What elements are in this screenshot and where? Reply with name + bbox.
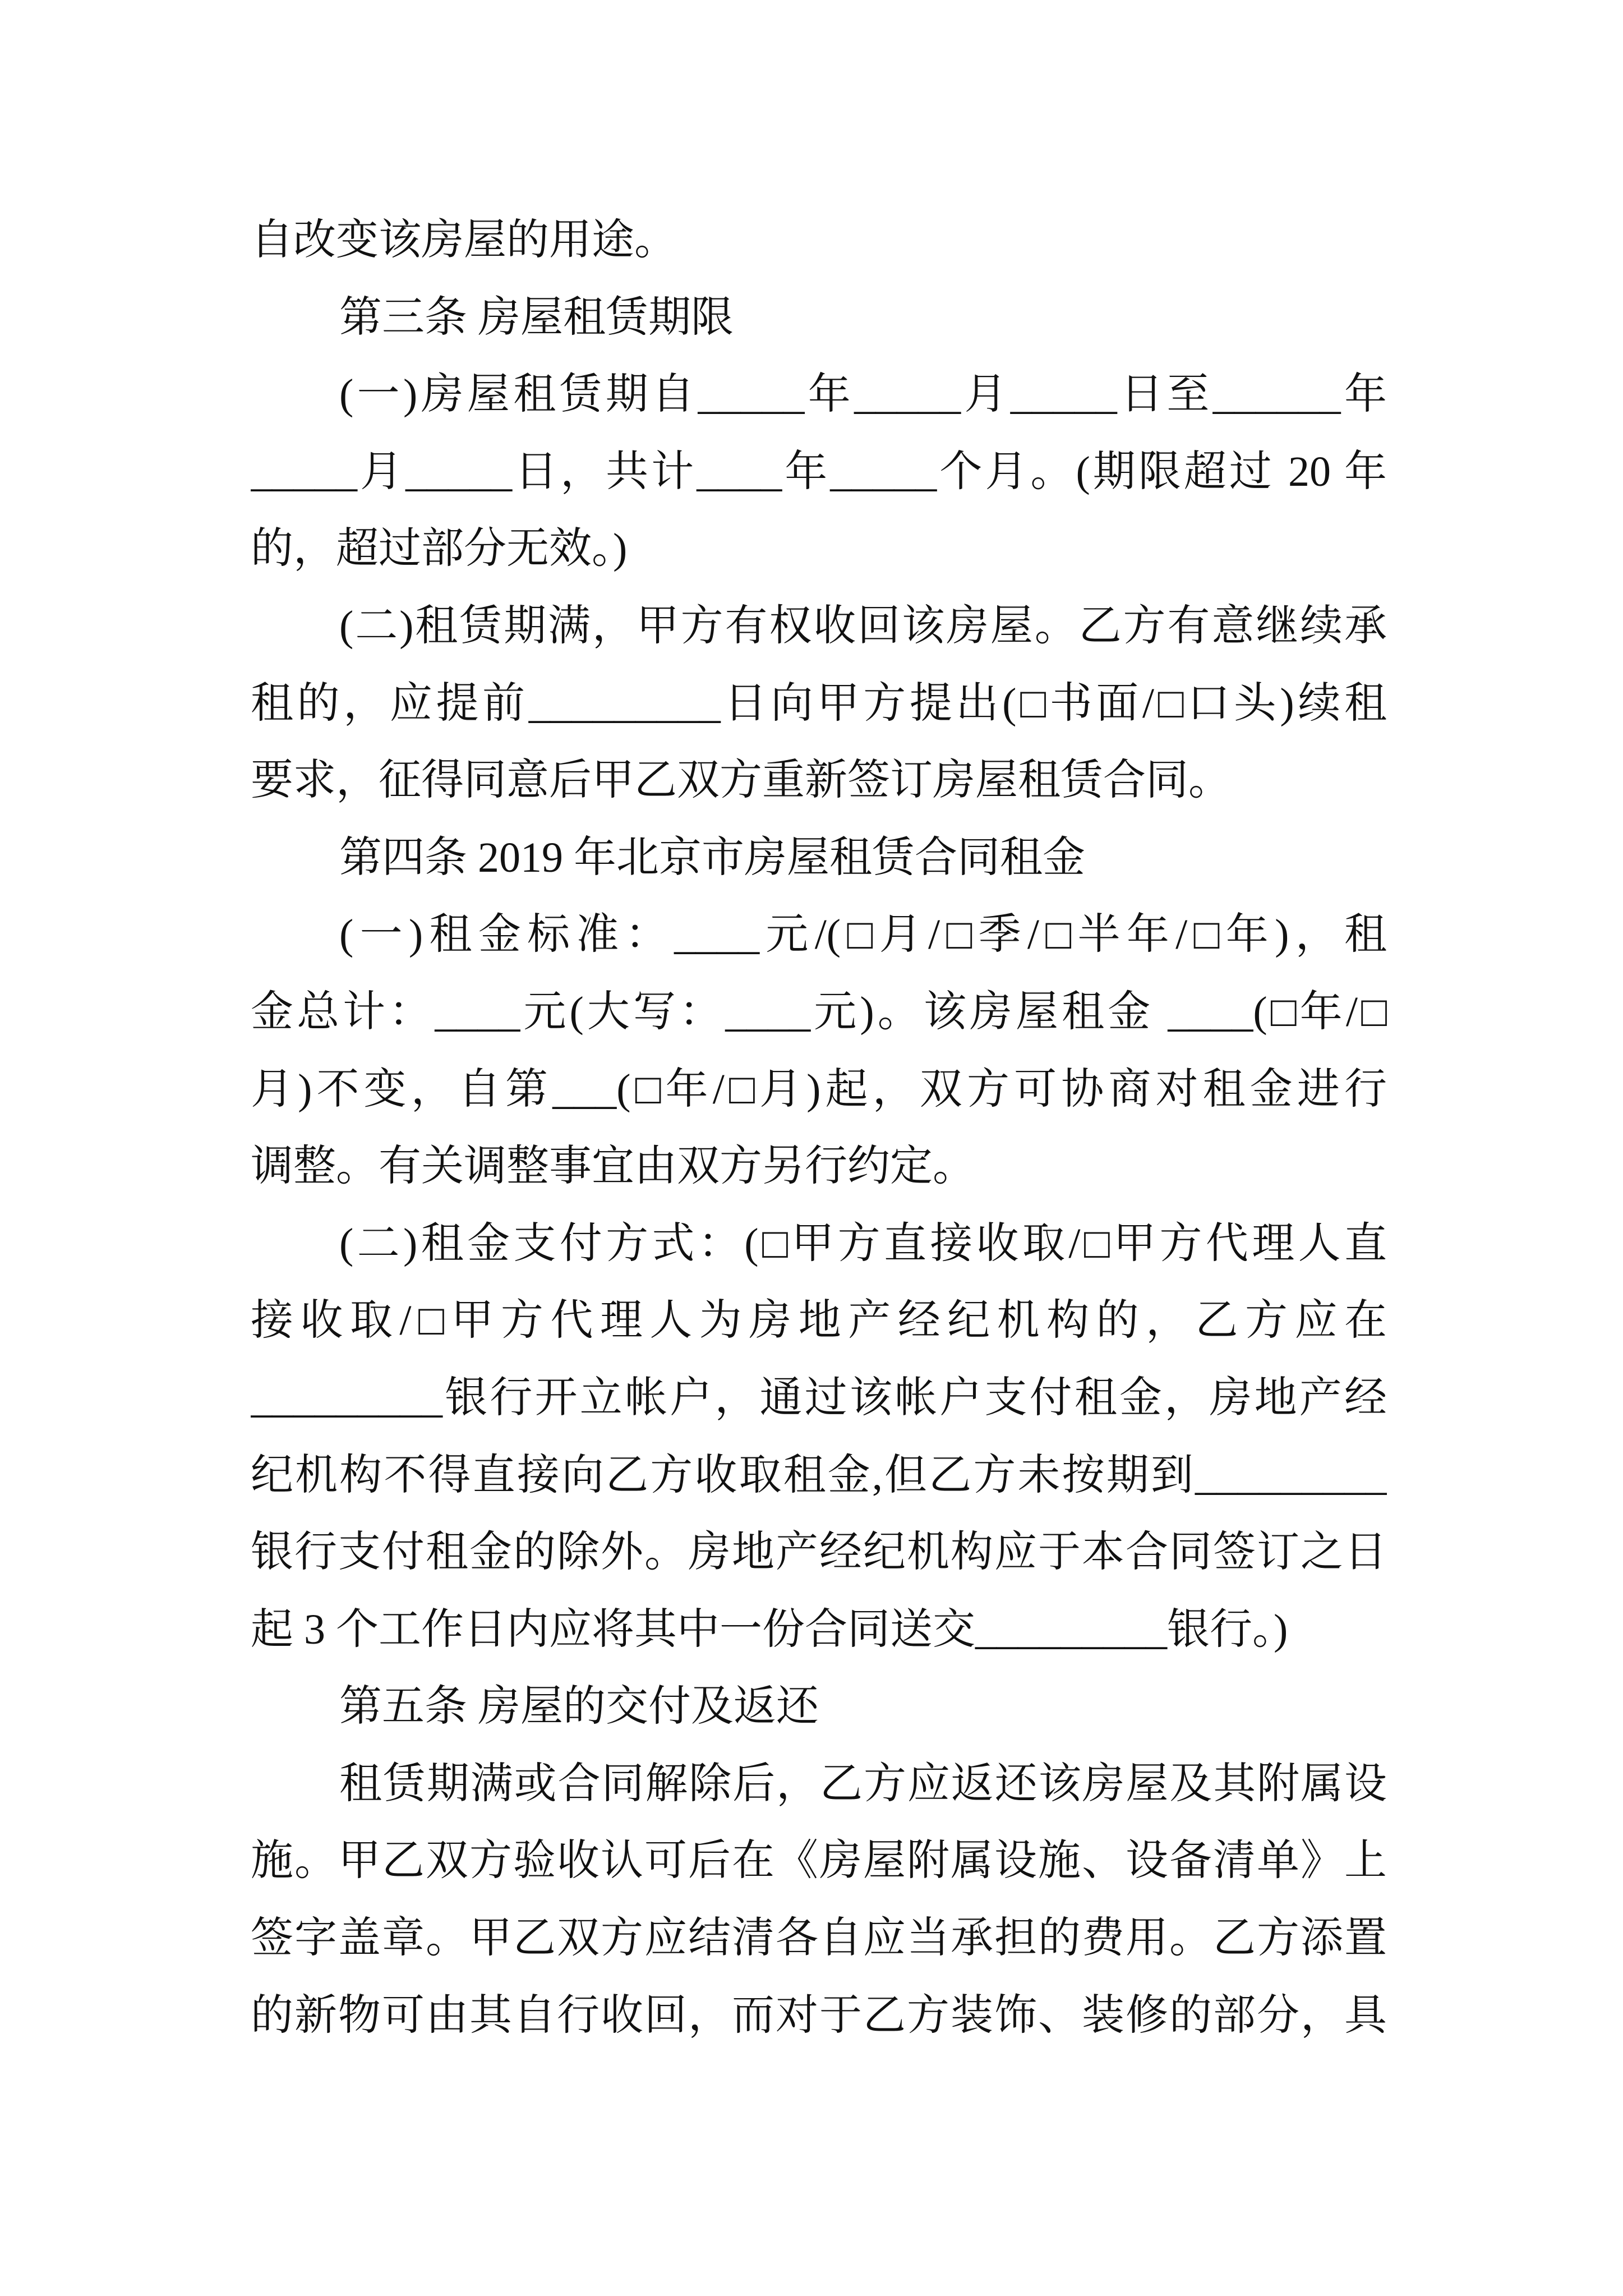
text-line: 的新物可由其自行收回，而对于乙方装饰、装修的部分，具 bbox=[251, 1991, 1387, 2039]
text-line: _________银行开立帐户，通过该帐户支付租金，房地产经 bbox=[251, 1374, 1387, 1421]
paragraph-continuation bbox=[251, 202, 1387, 279]
heading-line: 第五条 房屋的交付及返还 bbox=[339, 1683, 819, 1731]
text-line: (一)租金标准：____元/(□月/□季/□半年/□年)，租 bbox=[339, 911, 1387, 959]
text-line: (二)租赁期满，甲方有权收回该房屋。乙方有意继续承 bbox=[339, 602, 1387, 650]
text-line: 签字盖章。甲乙双方应结清各自应当承担的费用。乙方添置 bbox=[251, 1915, 1387, 1962]
text-line: 接收取/□甲方代理人为房地产经纪机构的，乙方应在 bbox=[251, 1297, 1387, 1345]
text-line: 施。甲乙双方验收认可后在《房屋附属设施、设备清单》上 bbox=[251, 1837, 1387, 1885]
paragraph-rent-standard bbox=[251, 896, 1387, 1205]
paragraph-rent-payment bbox=[251, 1205, 1387, 1669]
text-line: _____月_____日，共计____年_____个月。(期限超过 20 年 bbox=[251, 448, 1387, 495]
text-line: 月)不变，自第___(□年/□月)起，双方可协商对租金进行 bbox=[251, 1065, 1387, 1113]
article-heading-3 bbox=[251, 279, 1387, 357]
text-line: (二)租金支付方式：(□甲方直接收取/□甲方代理人直 bbox=[339, 1220, 1387, 1267]
paragraph-lease-term bbox=[251, 356, 1387, 588]
text-line: 银行支付租金的除外。房地产经纪机构应于本合同签订之日 bbox=[251, 1529, 1387, 1576]
document-body bbox=[251, 202, 1387, 2054]
heading-line: 第三条 房屋租赁期限 bbox=[339, 293, 734, 341]
text-line: 租赁期满或合同解除后，乙方应返还该房屋及其附属设 bbox=[339, 1760, 1387, 1807]
text-line: (一)房屋租赁期自_____年_____月_____日至______年 bbox=[339, 371, 1387, 418]
text-line: 起 3 个工作日内应将其中一份合同送交_________银行。) bbox=[251, 1605, 1288, 1653]
text-line: 租的，应提前_________日向甲方提出(□书面/□口头)续租 bbox=[251, 679, 1387, 727]
text-line: 的，超过部分无效。) bbox=[251, 525, 628, 573]
text-line: 要求，征得同意后甲乙双方重新签订房屋租赁合同。 bbox=[251, 757, 1231, 804]
paragraph-handover-return bbox=[251, 1746, 1387, 2054]
text-line: 调整。有关调整事宜由双方另行约定。 bbox=[251, 1143, 975, 1190]
article-heading-4 bbox=[251, 820, 1387, 897]
text-line: 纪机构不得直接向乙方收取租金,但乙方未按期到_________ bbox=[251, 1451, 1387, 1499]
text-line: 自改变该房屋的用途。 bbox=[251, 217, 677, 264]
heading-line: 第四条 2019 年北京市房屋租赁合同租金 bbox=[339, 834, 1085, 881]
paragraph-lease-renewal bbox=[251, 588, 1387, 820]
text-line: 金总计：____元(大写：____元)。该房屋租金 ____(□年/□ bbox=[251, 988, 1387, 1036]
article-heading-5 bbox=[251, 1668, 1387, 1746]
